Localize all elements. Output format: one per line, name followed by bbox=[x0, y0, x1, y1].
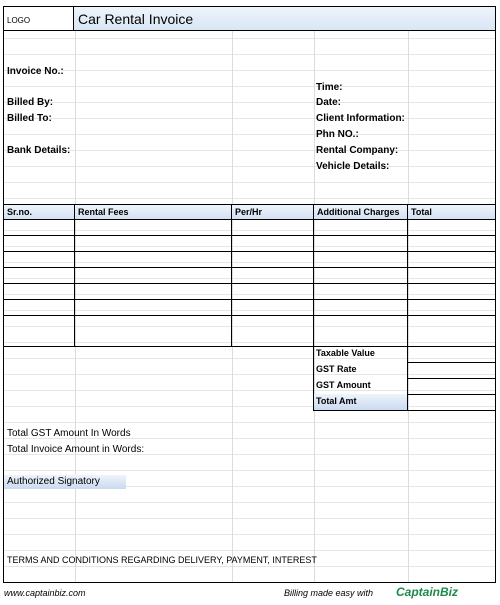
taxable-value-label: Taxable Value bbox=[316, 348, 375, 358]
billed-to-label: Billed To: bbox=[7, 113, 52, 124]
col-per-hr: Per/Hr bbox=[235, 207, 263, 217]
bank-details-label: Bank Details: bbox=[7, 145, 71, 156]
website-link[interactable]: www.captainbiz.com bbox=[4, 588, 86, 598]
col-additional-charges: Additional Charges bbox=[317, 207, 400, 217]
vehicle-details-label: Vehicle Details: bbox=[316, 161, 390, 172]
gst-rate-label: GST Rate bbox=[316, 364, 357, 374]
logo-placeholder: LOGO bbox=[4, 7, 74, 31]
invoice-amount-in-words-label: Total Invoice Amount in Words: bbox=[7, 444, 145, 455]
col-sr-no: Sr.no. bbox=[7, 207, 33, 217]
phone-number-label: Phn NO.: bbox=[316, 129, 359, 140]
terms-and-conditions: TERMS AND CONDITIONS REGARDING DELIVERY, PAYMENT, INTEREST bbox=[7, 555, 317, 565]
total-amt-label: Total Amt bbox=[316, 396, 357, 406]
billed-by-label: Billed By: bbox=[7, 97, 54, 108]
table-header bbox=[4, 204, 495, 220]
authorized-signatory-label: Authorized Signatory bbox=[7, 476, 100, 487]
col-rental-fees: Rental Fees bbox=[78, 207, 129, 217]
footer-tagline: Billing made easy with bbox=[284, 588, 374, 598]
time-label: Time: bbox=[316, 82, 343, 93]
gst-amount-in-words-label: Total GST Amount In Words bbox=[7, 428, 131, 439]
rental-company-label: Rental Company: bbox=[316, 145, 399, 156]
invoice-title: Car Rental Invoice bbox=[74, 7, 495, 31]
date-label: Date: bbox=[316, 97, 342, 108]
gst-amount-label: GST Amount bbox=[316, 380, 371, 390]
col-total: Total bbox=[411, 207, 432, 217]
invoice-sheet bbox=[3, 6, 496, 583]
invoice-no-label: Invoice No.: bbox=[7, 66, 64, 77]
client-information-label: Client Information: bbox=[316, 113, 405, 124]
captainbiz-logo[interactable]: CaptainBiz bbox=[396, 585, 459, 599]
